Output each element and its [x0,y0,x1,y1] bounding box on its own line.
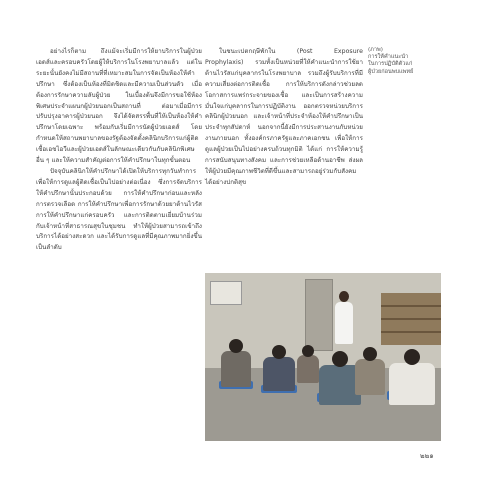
photo-patient-figure [221,351,251,387]
photo-patient-figure [355,359,385,395]
caption-line: ในการปฏิบัติตัวแก่ [368,61,413,68]
paragraph: ปัจจุบันคลินิกให้คำปรึกษาได้เปิดให้บริการทุกวันทำการ เพื่อให้การดูแลผู้ติดเชื้อเป็นไปอย่างต่อเนื่อง ซึ่งการจัดบริการให้คำปรึกษานั้นประกอบด้วย การให้คำปรึกษาก่อนและหลังการตรวจเลือด การให้คำปรึกษาเพื่อการรักษาด้วยยาต้านไวรัส การให้คำปรึกษาแก่ครอบครัว และการติดตามเยี่ยมบ้านร่วมกับเจ้าหน้าที่สาธารณสุขในชุมชน ทำให้ผู้ป่วยสามารถเข้าถึงบริการได้อย่างสะดวก และได้รับการดูแลที่มีคุณภาพมากยิ่งขึ้นเป็นลำดับ [36,167,202,252]
caption-line: (ภาพ) [368,47,383,53]
page-number: ๒๒๑ [420,452,434,460]
photo-nurse-figure [333,291,355,353]
paragraph: ในชนะเปตกฤษีพักใน (Post Exposure Prophylaxis) รวมทั้งเป็นหน่วยที่ให้คำแนะนำการใช้ยาต้านไวรัสแก่บุคลากรในโรงพยาบาล รวมถึงผู้รับบริการที่มีความเสี่ยงต่อการติดเชื้อ การให้บริการดังกล่าวช่วยลดโอกาสการแพร่กระจายของเชื้อ และเป็นการสร้างความมั่นใจแก่บุคลากรในการปฏิบัติงาน ออกตรวจหน่วยบริการคลินิกผู้ป่วยนอก และเจ้าหน้าที่ประจำห้องให้คำปรึกษาเป็นประจำทุกสัปดาห์ นอกจากนี้ยังมีการประสานงานกับหน่วยงานภายนอก ทั้งองค์กรภาครัฐและภาคเอกชน เพื่อให้การดูแลผู้ป่วยเป็นไปอย่างครบถ้วนทุกมิติ ได้แก่ การให้ความรู้ การสนับสนุนทางสังคม และการช่วยเหลือด้านอาชีพ ส่งผลให้ผู้ป่วยมีคุณภาพชีวิตที่ดีขึ้นและสามารถอยู่ร่วมกับสังคมได้อย่างปกติสุข [205,48,363,186]
photo-patient-figure [389,363,435,405]
clinic-photo [205,273,441,441]
paragraph: อย่างไรก็ตาม ถึงแม้จะเริ่มมีการให้ยาบริการในผู้ป่วยเอดส์และครอบครัวโดยผู้ให้บริการในโรงพยาบาลแล้ว แต่ในระยะนั้นยังคงไม่มีสถานที่ที่เหมาะสมในการจัดเป็นห้องให้คำปรึกษา ซึ่งต้องเป็นห้องที่มิดชิดและมีความเป็นส่วนตัว เมื่อต้องการรักษาความลับผู้ป่วย ในเบื้องต้นจึงมีการขอใช้ห้องพิเศษประจำแผนกผู้ป่วยนอกเป็นสถานที่ ต่อมาเมื่อมีการปรับปรุงอาคารผู้ป่วยนอก จึงได้จัดสรรพื้นที่ให้เป็นห้องให้คำปรึกษาโดยเฉพาะ พร้อมกับเริ่มมีการนัดผู้ป่วยเอดส์ โดยกำหนดให้สถานพยาบาลของรัฐต้องจัดตั้งคลินิกบริการแก่ผู้ติดเชื้อเอชไอวีและผู้ป่วยเอดส์ในลักษณะเดียวกันกับคลินิกพิเศษอื่น ๆ และให้ความสำคัญต่อการให้คำปรึกษาในทุกขั้นตอน [36,48,202,165]
caption-line: การให้คำแนะนำ [368,54,409,61]
photo-patient-figure [297,355,319,383]
photo-door [305,279,333,351]
photo-caption [368,47,438,76]
middle-text-column [205,47,363,189]
photo-notice-board [210,281,242,305]
caption-line: ผู้ป่วยก่อนพบแพทย์ [368,68,414,75]
left-text-column [36,47,202,254]
photo-shelf [381,293,441,345]
photo-patient-figure [263,357,295,391]
